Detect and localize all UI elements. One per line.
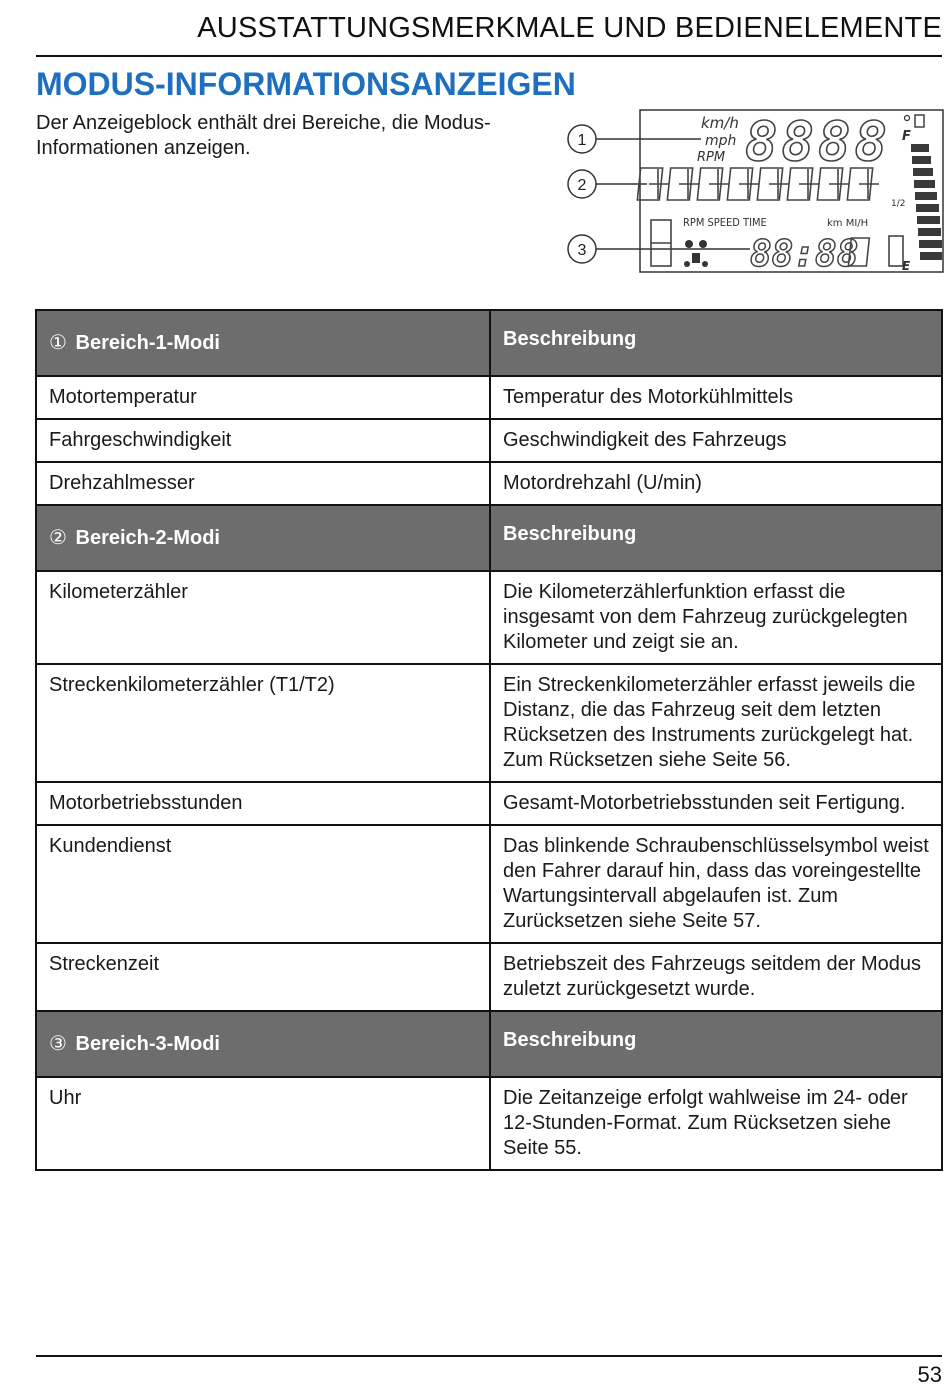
intro-text: Der Anzeigeblock enthält drei Bereiche, die Modus-Informationen anzeigen. <box>36 112 491 159</box>
description-header: Beschreibung <box>503 1029 637 1051</box>
table-row <box>36 664 942 782</box>
table-row <box>36 1077 942 1170</box>
description-header-cell <box>490 310 942 376</box>
page-header-title: AUSSTATTUNGSMERKMALE UND BEDIENELEMENTE <box>197 12 942 44</box>
description-cell: Betriebszeit des Fahrzeugs seitdem der Modus zuletzt zurückgesetzt wurde. <box>490 943 942 1011</box>
mode-cell: Motorbetriebsstunden <box>36 782 490 825</box>
group-header-2 <box>36 505 942 571</box>
group-title-cell <box>36 505 490 571</box>
svg-text:3: 3 <box>577 242 587 259</box>
group-title-cell <box>36 310 490 376</box>
table-row <box>36 825 942 943</box>
mode-cell: Drehzahlmesser <box>36 462 490 505</box>
fuel-half-label: 1/2 <box>891 199 906 209</box>
fuel-full-label: F <box>902 129 911 144</box>
description-header-cell <box>490 1011 942 1077</box>
description-cell: Temperatur des Motorkühlmittels <box>490 376 942 419</box>
header-rule <box>36 55 942 57</box>
circled-number-3: ③ <box>49 1033 67 1055</box>
group-title-cell <box>36 1011 490 1077</box>
table-row <box>36 376 942 419</box>
description-header: Beschreibung <box>503 328 637 350</box>
group-header-3 <box>36 1011 942 1077</box>
description-cell: Motordrehzahl (U/min) <box>490 462 942 505</box>
svg-text:2: 2 <box>577 177 587 194</box>
svg-text:1: 1 <box>577 132 587 149</box>
group-title: Bereich-2-Modi <box>75 527 220 549</box>
lcd-display-figure <box>565 108 945 276</box>
footer-rule <box>36 1355 942 1357</box>
mode-cell: Motortemperatur <box>36 376 490 419</box>
group-header-1 <box>36 310 942 376</box>
units-label: km MI/H <box>827 218 869 229</box>
speed-digits: 8888 <box>745 110 887 173</box>
description-cell: Die Kilometerzählerfunktion erfasst die insgesamt von dem Fahrzeug zurückgelegten Kilometer und zeigt sie an. <box>490 571 942 664</box>
mode-cell: Streckenzeit <box>36 943 490 1011</box>
mode-cell: Streckenkilometerzähler (T1/T2) <box>36 664 490 782</box>
mode-cell: Kundendienst <box>36 825 490 943</box>
description-cell: Ein Streckenkilometerzähler erfasst jeweils die Distanz, die das Fahrzeug seit dem letzten Rücksetzen des Instruments zurückgelegt hat. Zum Rücksetzen siehe Seite 56. <box>490 664 942 782</box>
description-cell: Das blinkende Schraubenschlüsselsymbol weist den Fahrer darauf hin, dass das voreingestellte Wartungsintervall abgelaufen ist. Zum Zurücksetzen siehe Seite 57. <box>490 825 942 943</box>
kmh-label: km/h <box>701 114 739 132</box>
circled-number-1: ① <box>49 332 67 354</box>
mode-cell: Fahrgeschwindigkeit <box>36 419 490 462</box>
page-number: 53 <box>917 1362 942 1387</box>
table-row <box>36 419 942 462</box>
clock-digits: 88:88 <box>750 234 859 275</box>
table-row <box>36 782 942 825</box>
mode-cell: Kilometerzähler <box>36 571 490 664</box>
section-title: MODUS-INFORMATIONSANZEIGEN <box>36 66 576 102</box>
mode-labels: RPM SPEED TIME <box>683 216 767 229</box>
callout-2 <box>568 170 647 198</box>
modes-table <box>35 309 943 1171</box>
fuel-empty-label: E <box>902 259 911 273</box>
group-title: Bereich-1-Modi <box>75 332 220 354</box>
mode-cell: Uhr <box>36 1077 490 1170</box>
table-row <box>36 571 942 664</box>
description-header-cell <box>490 505 942 571</box>
description-cell: Die Zeitanzeige erfolgt wahlweise im 24- oder 12-Stunden-Format. Zum Rücksetzen siehe Seite 55. <box>490 1077 942 1170</box>
circled-number-2: ② <box>49 527 67 549</box>
table-row <box>36 943 942 1011</box>
description-cell: Geschwindigkeit des Fahrzeugs <box>490 419 942 462</box>
description-header: Beschreibung <box>503 523 637 545</box>
group-title: Bereich-3-Modi <box>75 1033 220 1055</box>
table-row <box>36 462 942 505</box>
mph-label: mph <box>705 133 737 149</box>
rpm-label: RPM <box>697 150 726 165</box>
description-cell: Gesamt-Motorbetriebsstunden seit Fertigung. <box>490 782 942 825</box>
